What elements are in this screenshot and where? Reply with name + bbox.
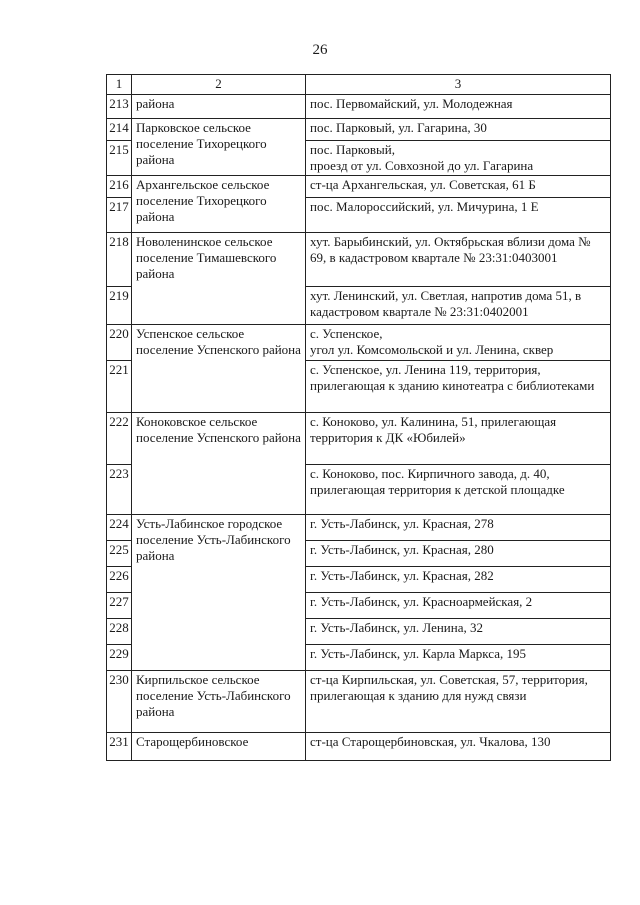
row-number: 220 xyxy=(107,325,132,361)
row-number: 223 xyxy=(107,465,132,515)
address-line: пос. Первомайский, ул. Молодежная xyxy=(310,96,513,111)
address-line: ст-ца Старощербиновская, ул. Чкалова, 130 xyxy=(310,734,551,749)
locations-table xyxy=(106,74,611,761)
address-cell xyxy=(306,95,611,119)
row-number: 231 xyxy=(107,733,132,761)
address-cell xyxy=(306,593,611,619)
municipality-cell: Кирпильское сельское поселение Усть-Лабинского района xyxy=(132,671,306,733)
municipality-cell: Архангельское сельское поселение Тихорецкого района xyxy=(132,176,306,233)
address-cell xyxy=(306,413,611,465)
table-row xyxy=(107,176,611,198)
address-line: хут. Барыбинский, ул. Октябрьская вблизи дома № 69, в кадастровом квартале № 23:31:0403001 xyxy=(310,234,591,265)
municipality-cell: района xyxy=(132,95,306,119)
row-number: 214 xyxy=(107,119,132,141)
address-cell xyxy=(306,567,611,593)
page-number: 26 xyxy=(312,42,328,58)
table-row xyxy=(107,413,611,465)
address-line: г. Усть-Лабинск, ул. Карла Маркса, 195 xyxy=(310,646,526,661)
column-header-3: 3 xyxy=(306,75,611,95)
address-cell xyxy=(306,141,611,176)
row-number: 217 xyxy=(107,198,132,233)
row-number: 225 xyxy=(107,541,132,567)
address-cell xyxy=(306,287,611,325)
table-row xyxy=(107,119,611,141)
address-cell xyxy=(306,119,611,141)
municipality-cell: Усть-Лабинское городское поселение Усть-Лабинского района xyxy=(132,515,306,671)
address-cell xyxy=(306,541,611,567)
address-cell xyxy=(306,361,611,413)
address-line: ст-ца Архангельская, ул. Советская, 61 Б xyxy=(310,177,536,192)
column-header-2: 2 xyxy=(132,75,306,95)
row-number: 222 xyxy=(107,413,132,465)
address-line: хут. Ленинский, ул. Светлая, напротив дома 51, в кадастровом квартале № 23:31:0402001 xyxy=(310,288,582,319)
table-row xyxy=(107,515,611,541)
row-number: 224 xyxy=(107,515,132,541)
row-number: 230 xyxy=(107,671,132,733)
address-line: г. Усть-Лабинск, ул. Красноармейская, 2 xyxy=(310,594,533,609)
address-line: г. Усть-Лабинск, ул. Красная, 280 xyxy=(310,542,494,557)
address-cell xyxy=(306,233,611,287)
row-number: 216 xyxy=(107,176,132,198)
address-line: г. Усть-Лабинск, ул. Красная, 282 xyxy=(310,568,494,583)
row-number: 227 xyxy=(107,593,132,619)
address-cell xyxy=(306,198,611,233)
municipality-cell: Успенское сельское поселение Успенского района xyxy=(132,325,306,413)
address-cell xyxy=(306,465,611,515)
municipality-cell: Новоленинское сельское поселение Тимашевского района xyxy=(132,233,306,325)
table-row xyxy=(107,95,611,119)
address-line: проезд от ул. Совхозной до ул. Гагарина xyxy=(310,158,534,173)
row-number: 219 xyxy=(107,287,132,325)
table-row xyxy=(107,733,611,761)
row-number: 218 xyxy=(107,233,132,287)
municipality-cell: Коноковское сельское поселение Успенского района xyxy=(132,413,306,515)
address-cell xyxy=(306,176,611,198)
table-row xyxy=(107,233,611,287)
address-line: пос. Малороссийский, ул. Мичурина, 1 Е xyxy=(310,199,539,214)
municipality-cell: Старощербиновское xyxy=(132,733,306,761)
municipality-cell: Парковское сельское поселение Тихорецкого района xyxy=(132,119,306,176)
row-number: 229 xyxy=(107,645,132,671)
table-row xyxy=(107,325,611,361)
address-line: угол ул. Комсомольской и ул. Ленина, сквер xyxy=(310,342,554,357)
address-line: г. Усть-Лабинск, ул. Красная, 278 xyxy=(310,516,494,531)
table-header-row xyxy=(107,75,611,95)
row-number: 226 xyxy=(107,567,132,593)
address-cell xyxy=(306,733,611,761)
address-line: пос. Парковый, xyxy=(310,142,395,157)
row-number: 228 xyxy=(107,619,132,645)
address-line: с. Успенское, xyxy=(310,326,383,341)
address-line: с. Успенское, ул. Ленина 119, территория, прилегающая к зданию кинотеатра с библиотеками xyxy=(310,362,595,393)
address-cell xyxy=(306,515,611,541)
address-cell xyxy=(306,671,611,733)
row-number: 215 xyxy=(107,141,132,176)
row-number: 213 xyxy=(107,95,132,119)
address-line: пос. Парковый, ул. Гагарина, 30 xyxy=(310,120,487,135)
row-number: 221 xyxy=(107,361,132,413)
address-cell xyxy=(306,619,611,645)
address-cell xyxy=(306,325,611,361)
address-line: с. Коноково, ул. Калинина, 51, прилегающая территория к ДК «Юбилей» xyxy=(310,414,557,445)
address-line: ст-ца Кирпильская, ул. Советская, 57, территория, прилегающая к зданию для нужд связи xyxy=(310,672,588,703)
address-line: г. Усть-Лабинск, ул. Ленина, 32 xyxy=(310,620,483,635)
address-cell xyxy=(306,645,611,671)
column-header-1: 1 xyxy=(107,75,132,95)
address-line: с. Коноково, пос. Кирпичного завода, д. 40, прилегающая территория к детской площадке xyxy=(310,466,565,497)
table-row xyxy=(107,671,611,733)
